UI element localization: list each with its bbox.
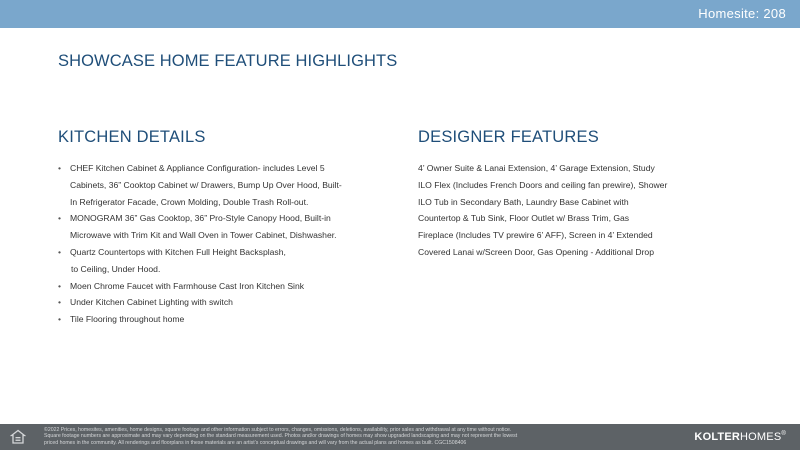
kitchen-item-cabinets xyxy=(58,160,388,210)
bullet-icon: • xyxy=(58,280,62,291)
kitchen-item-line: Moen Chrome Faucet with Farmhouse Cast Iron Kitchen Sink xyxy=(70,280,305,291)
kitchen-item-flooring xyxy=(58,311,388,328)
kolter-homes-logo xyxy=(694,431,786,443)
footer-bar xyxy=(0,424,800,450)
designer-feature-line: ILO Flex (Includes French Doors and ceiling fan prewire), Shower xyxy=(418,179,668,190)
kitchen-item-line: MONOGRAM 36” Gas Cooktop, 36” Pro-Style Canopy Hood, Built-in xyxy=(70,213,331,224)
kitchen-item-line: Cabinets, 36” Cooktop Cabinet w/ Drawers, Bump Up Over Hood, Built- xyxy=(70,179,342,190)
kitchen-item-line: Tile Flooring throughout home xyxy=(70,314,185,325)
designer-feature-line: 4’ Owner Suite & Lanai Extension, 4’ Garage Extension, Study xyxy=(418,163,655,173)
kitchen-details-list xyxy=(58,160,388,328)
kitchen-item-line: Microwave with Trim Kit and Wall Oven in Tower Cabinet, Dishwasher. xyxy=(70,230,337,241)
designer-feature-line: Countertop & Tub Sink, Floor Outlet w/ Brass Trim, Gas xyxy=(418,213,630,224)
equal-housing-icon xyxy=(10,429,26,445)
logo-light-text: HOMES xyxy=(740,431,782,443)
page-title: SHOWCASE HOME FEATURE HIGHLIGHTS xyxy=(58,52,398,70)
kitchen-item-line: Under Kitchen Cabinet Lighting with switch xyxy=(70,297,233,308)
logo-registered-mark: ® xyxy=(781,431,786,437)
logo-bold-text: KOLTER xyxy=(694,431,741,443)
kitchen-item-lighting xyxy=(58,294,388,311)
bullet-icon: • xyxy=(58,246,62,257)
designer-feature-line: Fireplace (Includes TV prewire 6’ AFF), Screen in 4’ Extended xyxy=(418,230,653,241)
top-banner xyxy=(0,0,800,28)
disclaimer-line: ©2022 Prices, homesites, amenities, home designs, square footage and other information subject to errors, changes, omissions, deletions, availability, prior sales and withdrawal at any time without notice. xyxy=(44,427,512,433)
bullet-icon: • xyxy=(58,297,62,308)
legal-disclaimer xyxy=(44,427,664,446)
kitchen-item-countertops xyxy=(58,244,388,278)
kitchen-item-faucet xyxy=(58,278,388,295)
designer-features-heading: DESIGNER FEATURES xyxy=(418,128,599,146)
kitchen-item-line: Quartz Countertops with Kitchen Full Height Backsplash, xyxy=(70,246,286,257)
disclaimer-line: Square footage numbers are approximate and may vary depending on the standard measurement used. Photos and/or drawings of homes may show upgraded landscaping and may not represent the lowest xyxy=(44,433,518,440)
kitchen-item-line: In Refrigerator Facade, Crown Molding, Double Trash Roll-out. xyxy=(70,196,309,207)
designer-feature-line: Covered Lanai w/Screen Door, Gas Opening - Additional Drop xyxy=(418,246,654,257)
kitchen-item-line: to Ceiling, Under Hood. xyxy=(71,263,161,274)
kitchen-item-cooktop xyxy=(58,210,388,244)
bullet-icon: • xyxy=(58,213,62,224)
bullet-icon: • xyxy=(58,163,62,173)
homesite-label: Homesite: 208 xyxy=(698,6,786,21)
designer-feature-line: ILO Tub in Secondary Bath, Laundry Base Cabinet with xyxy=(418,196,629,207)
designer-features-text xyxy=(418,160,748,261)
disclaimer-line: priced homes in the community. All renderings and floorplans in these materials are an artist’s conceptual drawings and will vary from the actual plans and homes as built. CGC1508406 xyxy=(44,439,467,446)
kitchen-item-line: CHEF Kitchen Cabinet & Appliance Configuration- includes Level 5 xyxy=(70,163,325,173)
bullet-icon: • xyxy=(58,314,62,325)
kitchen-details-heading: KITCHEN DETAILS xyxy=(58,128,206,146)
